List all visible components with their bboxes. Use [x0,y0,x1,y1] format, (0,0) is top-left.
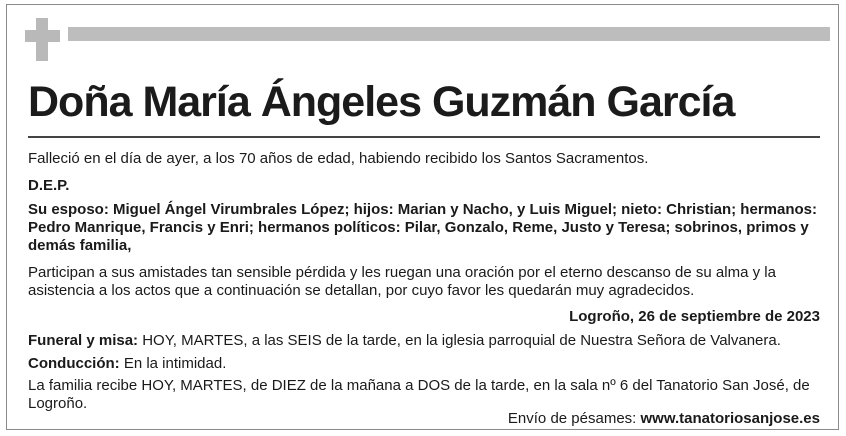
condolences-line [28,410,820,428]
funeral-label: Funeral y misa: [28,332,139,349]
header-decorative-bar [68,27,830,41]
deceased-name: Doña María Ángeles Guzmán García [28,78,735,126]
conduccion-label: Conducción: [28,355,120,372]
cross-horizontal-bar [25,30,60,42]
family-list: Su esposo: Miguel Ángel Virumbrales López; hijos: Marian y Nacho, y Luis Miguel; nieto: Christian; hermanos: Pedro Manrique, Francis y Enri; hermanos políticos: Pilar, Gonzalo, Reme, Justo y Teresa; sobrinos, primos y demás familia, [28,201,817,254]
funeral-text: HOY, MARTES, a las SEIS de la tarde, en la iglesia parroquial de Nuestra Señora de Valvanera. [138,332,781,349]
invitation-text: Participan a sus amistades tan sensible pérdida y les ruegan una oración por el eterno descanso de su alma y la asistencia a los actos que a continuación se detallan, por cuyo favor les quedarán muy agradecidos. [28,264,776,299]
condolences-website-link[interactable]: www.tanatoriosanjose.es [640,410,820,427]
intro-text: Falleció en el día de ayer, a los 70 años de edad, habiendo recibido los Santos Sacramentos. [28,150,649,167]
dep-text: D.E.P. [28,177,70,194]
place-date: Logroño, 26 de septiembre de 2023 [569,308,820,325]
condolences-label: Envío de pésames: [507,410,641,427]
reception-text: La familia recibe HOY, MARTES, de DIEZ de la mañana a DOS de la tarde, en la sala nº 6 del Tanatorio San José, de Logroño. [28,377,810,412]
conduccion-text: En la intimidad. [119,355,227,372]
funeral-line [28,332,820,350]
name-underline [28,136,820,138]
conduccion-line [28,355,820,373]
